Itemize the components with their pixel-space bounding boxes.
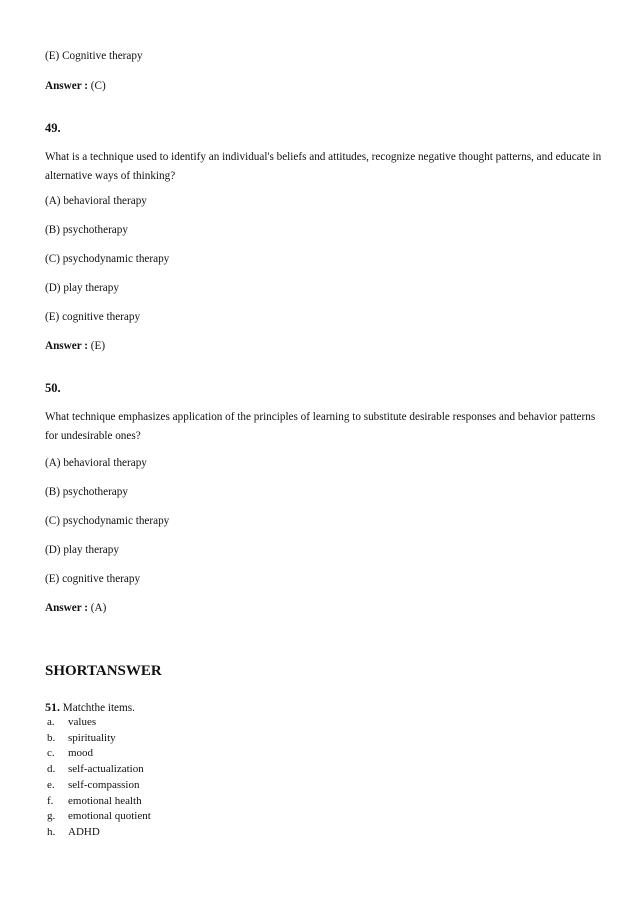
list-item bbox=[47, 715, 151, 731]
list-item bbox=[47, 746, 151, 762]
answer-prev bbox=[45, 79, 106, 93]
answer-label: Answer : bbox=[45, 80, 88, 92]
answer-value: (C) bbox=[90, 80, 106, 92]
item-text: emotional health bbox=[68, 794, 142, 807]
item-letter: g. bbox=[47, 810, 56, 823]
q50-option-e: (E) cognitive therapy bbox=[45, 573, 141, 585]
q50-option-c: (C) psychodynamic therapy bbox=[45, 515, 170, 527]
question-51-number: 51. bbox=[45, 700, 60, 714]
option-e-prev: (E) Cognitive therapy bbox=[45, 50, 143, 62]
list-item bbox=[47, 809, 151, 825]
question-51 bbox=[45, 700, 135, 715]
item-text: ADHD bbox=[68, 825, 100, 838]
q50-option-d: (D) play therapy bbox=[45, 544, 119, 556]
match-items-list bbox=[47, 715, 151, 841]
q49-option-a: (A) behavioral therapy bbox=[45, 195, 147, 207]
item-text: self-compassion bbox=[68, 778, 140, 791]
item-letter: h. bbox=[47, 825, 56, 838]
q49-option-c: (C) psychodynamic therapy bbox=[45, 253, 170, 265]
item-text: mood bbox=[68, 747, 94, 760]
item-letter: d. bbox=[47, 763, 56, 776]
item-text: emotional quotient bbox=[68, 810, 151, 823]
q49-option-e: (E) cognitive therapy bbox=[45, 311, 141, 323]
question-49-number: 49. bbox=[45, 121, 61, 135]
item-letter: f. bbox=[47, 794, 54, 807]
q50-answer bbox=[45, 601, 106, 615]
q49-answer bbox=[45, 339, 105, 353]
answer-label: Answer : bbox=[45, 602, 88, 614]
item-letter: b. bbox=[47, 731, 56, 744]
q50-option-b: (B) psychotherapy bbox=[45, 486, 128, 498]
list-item bbox=[47, 731, 151, 747]
section-heading: SHORTANSWER bbox=[45, 663, 162, 679]
q50-option-a: (A) behavioral therapy bbox=[45, 457, 147, 469]
item-letter: a. bbox=[47, 716, 55, 728]
answer-value: (A) bbox=[90, 602, 107, 614]
q49-option-d: (D) play therapy bbox=[45, 282, 119, 294]
question-50-number: 50. bbox=[45, 381, 61, 395]
item-text: self-actualization bbox=[68, 763, 144, 776]
item-letter: e. bbox=[47, 778, 55, 791]
question-49-text: What is a technique used to identify an individual's beliefs and attitudes, recognize negative thought patterns, and educate in alternative ways of thinking? bbox=[45, 151, 602, 182]
item-letter: c. bbox=[47, 747, 55, 760]
list-item bbox=[47, 825, 151, 841]
question-50-text: What technique emphasizes application of the principles of learning to substitute desirable responses and behavior patterns for undesirable ones? bbox=[45, 411, 596, 442]
answer-label: Answer : bbox=[45, 340, 88, 352]
item-text: spirituality bbox=[68, 731, 116, 744]
list-item bbox=[47, 794, 151, 810]
item-text: values bbox=[68, 716, 97, 728]
list-item bbox=[47, 762, 151, 778]
question-51-prompt: Matchthe items. bbox=[62, 702, 135, 714]
list-item bbox=[47, 778, 151, 794]
answer-value: (E) bbox=[90, 340, 106, 352]
q49-option-b: (B) psychotherapy bbox=[45, 224, 128, 236]
